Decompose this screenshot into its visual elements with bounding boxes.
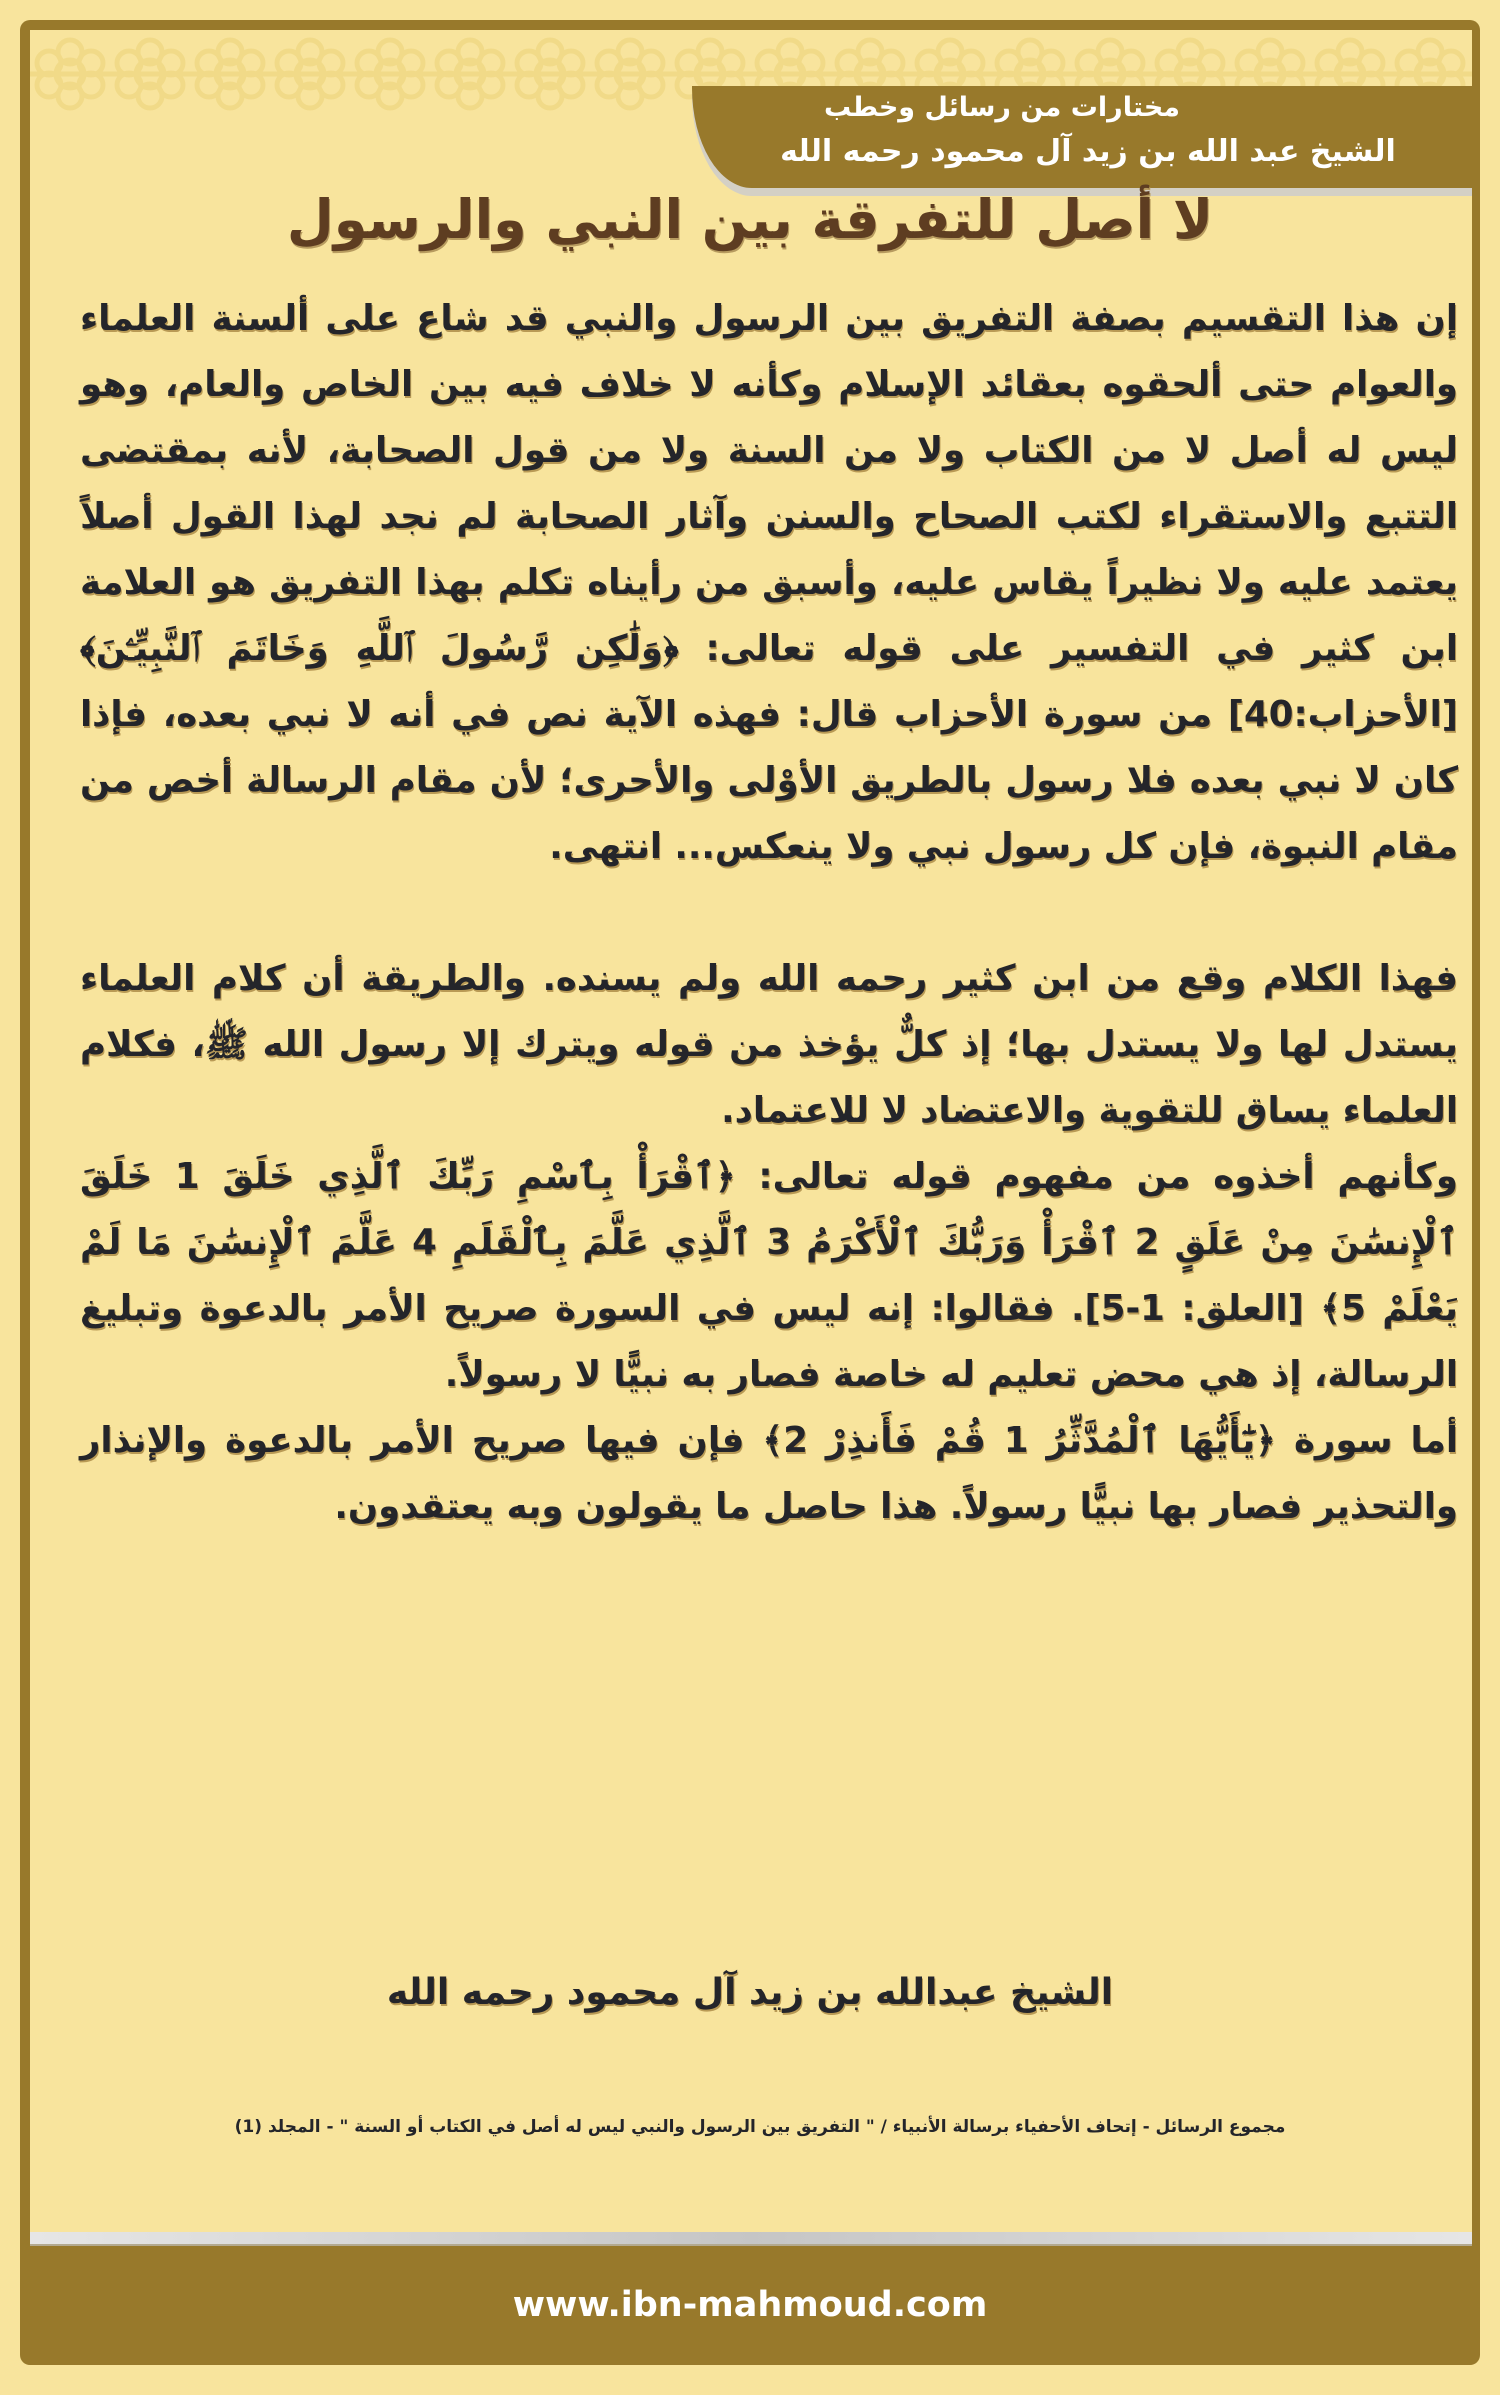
paragraph: وكأنهم أخذوه من مفهوم قوله تعالى: ﴿ٱقْرَأْ بِٱسْمِ رَبِّكَ ٱلَّذِي خَلَقَ 1 خَلَقَ ٱلْإِنسَٰنَ مِنْ عَلَقٍ 2 ٱقْرَأْ وَرَبُّكَ ٱلْأَكْرَمُ 3 ٱلَّذِي عَلَّمَ بِٱلْقَلَمِ 4 عَلَّمَ ٱلْإِنسَٰنَ مَا لَمْ يَعْلَمْ 5﴾ [العلق: 1-5]. فقالوا: إنه ليس في السورة صريح الأمر بالدعوة وتبليغ الرسالة، إذ هي محض تعليم له خاصة فصار به نبيًّا لا رسولاً. — [80, 1156, 1459, 1395]
series-banner — [692, 86, 1472, 188]
article-title: لا أصل للتفرقة بين النبي والرسول — [286, 188, 1214, 251]
paragraph: إن هذا التقسيم بصفة التفريق بين الرسول والنبي قد شاع على ألسنة العلماء والعوام حتى ألحقوه بعقائد الإسلام وكأنه لا خلاف فيه بين الخاص والعام، وهو ليس له أصل لا من الكتاب ولا من السنة ولا من قول الصحابة، لأنه بمقتضى التتبع والاستقراء لكتب الصحاح والسنن وآثار الصحابة لم نجد لهذا القول أصلاً يعتمد عليه ولا نظيراً يقاس عليه، وأسبق من رأيناه تكلم بهذا التفريق هو العلامة ابن كثير في التفسير على قوله تعالى: ﴿وَلَٰكِن رَّسُولَ ٱللَّهِ وَخَاتَمَ ٱلنَّبِيِّـۧنَ﴾ [الأحزاب:40] من سورة الأحزاب قال: فهذه الآية نص في أنه لا نبي بعده، فإذا كان لا نبي بعده فلا رسول بالطريق الأوْلى والأحرى؛ لأن مقام الرسالة أخص من مقام النبوة، فإن كل رسول نبي ولا ينعكس... انتهى. — [80, 298, 1458, 867]
series-author: الشيخ عبد الله بن زيد آل محمود رحمه الله — [780, 134, 1396, 169]
source-citation: مجموع الرسائل - إتحاف الأحفياء برسالة الأنبياء / " التفريق بين الرسول والنبي ليس له أصل في الكتاب أو السنة " - المجلد (1) — [234, 2117, 1286, 2137]
footer — [20, 2246, 1480, 2365]
author-signature: الشيخ عبدالله بن زيد آل محمود رحمه الله — [386, 1972, 1114, 2013]
paragraph-spacer — [80, 880, 1458, 946]
series-title: مختارات من رسائل وخطب — [823, 92, 1181, 123]
paragraph: فهذا الكلام وقع من ابن كثير رحمه الله ولم يسنده. والطريقة أن كلام العلماء يستدل لها ولا يستدل بها؛ إذ كلٌّ يؤخذ من قوله ويترك إلا رسول الله ﷺ، فكلام العلماء يساق للتقوية والاعتضاد لا للاعتماد. — [80, 958, 1458, 1131]
article-body — [80, 286, 1458, 1540]
website-link[interactable]: www.ibn-mahmoud.com — [512, 2285, 988, 2325]
footer-divider — [30, 2232, 1472, 2246]
paragraph: أما سورة ﴿يَٰٓأَيُّهَا ٱلْمُدَّثِّرُ 1 قُمْ فَأَنذِرْ 2﴾ فإن فيها صريح الأمر بالدعوة والإنذار والتحذير فصار بها نبيًّا رسولاً. هذا حاصل ما يقولون وبه يعتقدون. — [80, 1420, 1459, 1527]
